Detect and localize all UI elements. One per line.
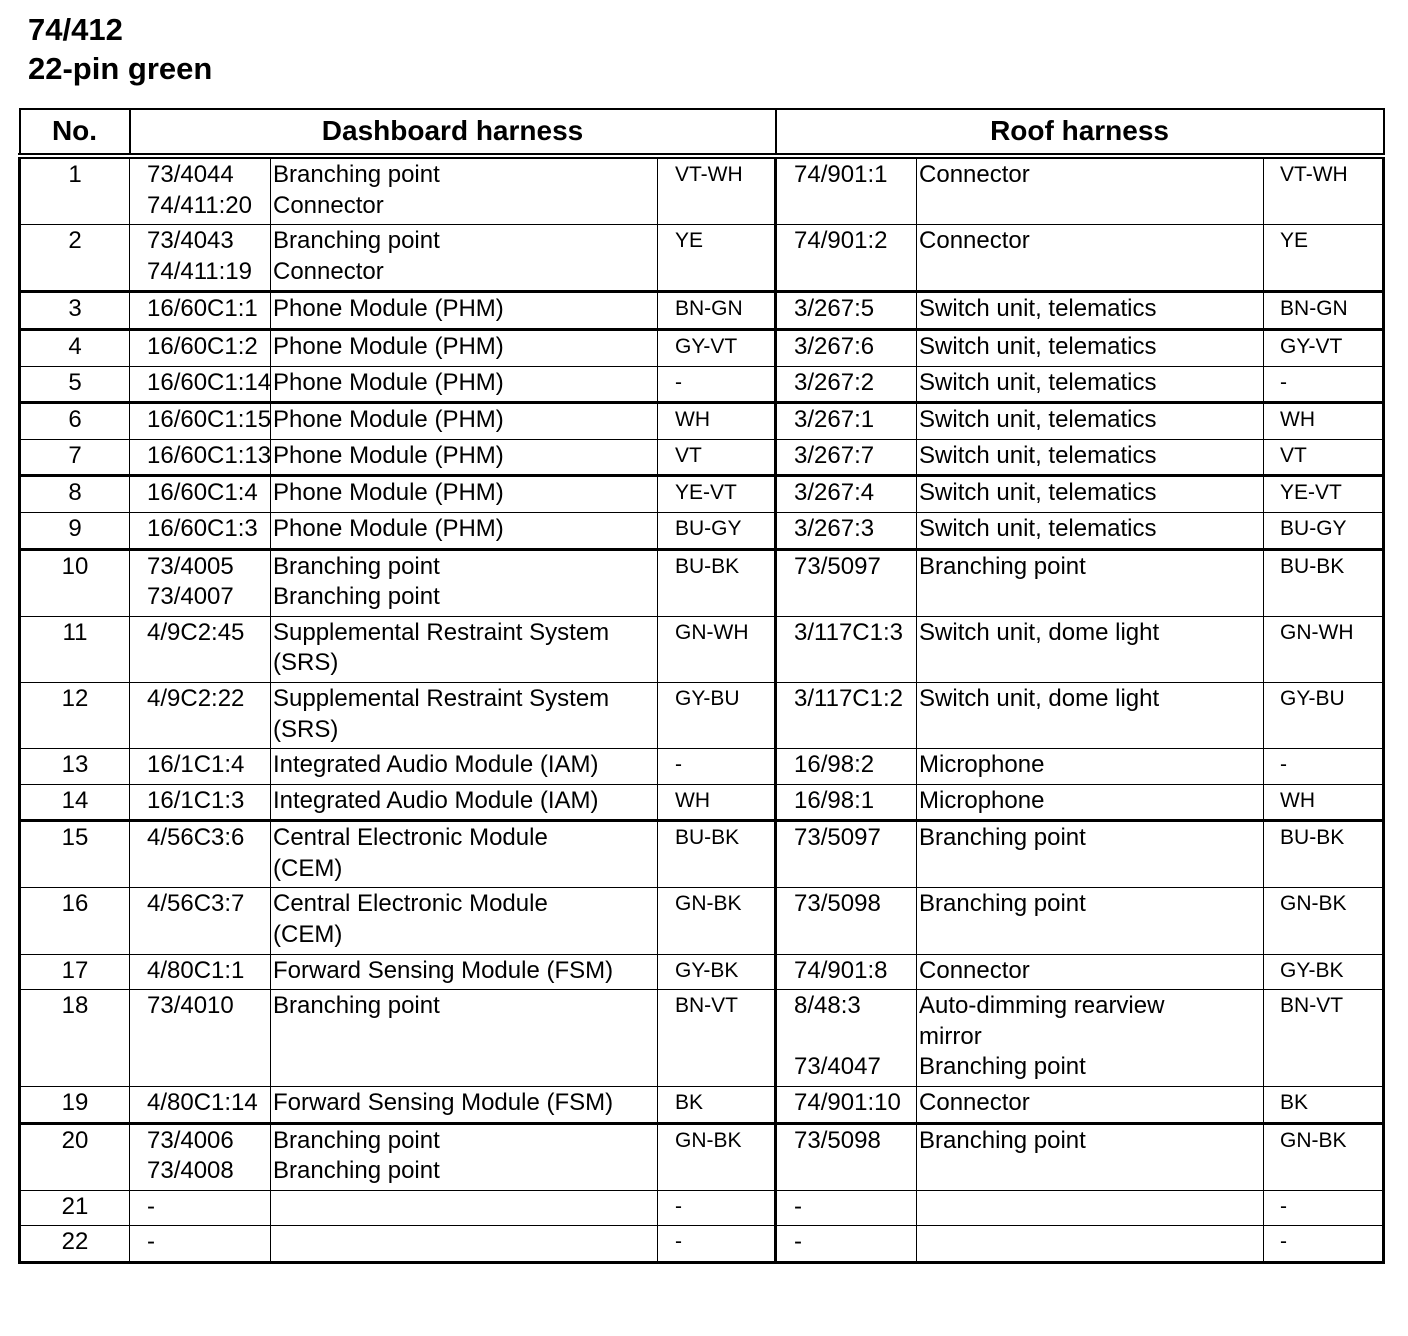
dashboard-reference-line: 4/80C1:1 [147, 956, 245, 984]
roof-reference [776, 616, 917, 682]
table-row [20, 821, 1384, 888]
roof-description-line [919, 1227, 1263, 1258]
dashboard-wire-color: BK [658, 1087, 776, 1124]
roof-reference-line: 3/267:6 [794, 332, 875, 360]
roof-description [917, 549, 1264, 616]
roof-description [917, 1226, 1264, 1263]
table-row [20, 225, 1384, 292]
dashboard-wire-color: GN-BK [658, 1123, 776, 1190]
roof-description [917, 749, 1264, 785]
dashboard-description-line: Branching point [273, 227, 440, 255]
dashboard-reference [130, 1087, 271, 1124]
table-row [20, 1190, 1384, 1226]
roof-wire-color: GN-BK [1264, 1123, 1384, 1190]
dashboard-reference-line: 73/4005 [147, 552, 234, 580]
pin-rows [20, 156, 1384, 1263]
dashboard-reference [130, 682, 271, 748]
dashboard-reference-line: 16/1C1:3 [147, 786, 245, 814]
dashboard-reference [130, 990, 271, 1087]
roof-description [917, 439, 1264, 476]
roof-reference-line: 74/901:8 [794, 956, 888, 984]
roof-description [917, 888, 1264, 954]
dashboard-reference-line: 73/4044 [147, 161, 234, 188]
dashboard-reference-line: 16/60C1:15 [147, 406, 272, 434]
pin-number: 16 [20, 888, 130, 954]
roof-reference-line: 73/4047 [794, 1053, 881, 1081]
table-row [20, 784, 1384, 821]
roof-reference-line: 3/267:5 [794, 295, 875, 323]
roof-wire-color: WH [1264, 784, 1384, 821]
table-row [20, 366, 1384, 403]
pin-number: 9 [20, 512, 130, 549]
dashboard-reference-line: - [147, 1192, 155, 1220]
table-row [20, 1123, 1384, 1190]
dashboard-reference [130, 821, 271, 888]
dashboard-reference-line: 16/60C1:13 [147, 441, 272, 469]
dashboard-reference [130, 512, 271, 549]
dashboard-reference-line: 16/60C1:2 [147, 332, 258, 360]
roof-reference-line: 3/117C1:2 [794, 684, 904, 712]
dashboard-description [271, 292, 658, 330]
roof-description [917, 616, 1264, 682]
roof-description-line: Microphone [919, 751, 1045, 779]
roof-wire-color: YE [1264, 225, 1384, 292]
dashboard-description [271, 512, 658, 549]
table-row [20, 292, 1384, 330]
dashboard-reference [130, 329, 271, 366]
dashboard-description-line: Phone Module (PHM) [273, 295, 504, 323]
dashboard-reference [130, 403, 271, 440]
dashboard-reference [130, 749, 271, 785]
dashboard-description-line [273, 1227, 657, 1258]
dashboard-reference-line: 4/9C2:22 [147, 684, 245, 712]
roof-wire-color: VT-WH [1264, 156, 1384, 225]
dashboard-reference [130, 476, 271, 513]
dashboard-reference [130, 1190, 271, 1226]
pin-number: 13 [20, 749, 130, 785]
dashboard-reference-line: 4/80C1:14 [147, 1089, 258, 1117]
roof-reference [776, 292, 917, 330]
roof-reference [776, 1087, 917, 1124]
pin-number: 1 [20, 156, 130, 225]
roof-reference [776, 888, 917, 954]
roof-description-line: Switch unit, telematics [919, 406, 1157, 434]
dashboard-reference-line: 16/60C1:14 [147, 368, 272, 396]
dashboard-description-line: Phone Module (PHM) [273, 441, 504, 469]
roof-reference-line: 73/5098 [794, 890, 881, 918]
dashboard-description [271, 476, 658, 513]
roof-description-line: Switch unit, telematics [919, 514, 1157, 542]
pin-number: 6 [20, 403, 130, 440]
table-row [20, 329, 1384, 366]
table-row [20, 954, 1384, 990]
dashboard-reference [130, 439, 271, 476]
roof-reference-line: 3/267:3 [794, 514, 875, 542]
roof-description-line: Connector [919, 1089, 1030, 1117]
dashboard-wire-color: YE [658, 225, 776, 292]
roof-description [917, 1123, 1264, 1190]
dashboard-description-line: Branching point [273, 161, 440, 188]
table-row [20, 156, 1384, 225]
roof-reference [776, 990, 917, 1087]
roof-wire-color: GY-BK [1264, 954, 1384, 990]
roof-description-line: Switch unit, telematics [919, 479, 1157, 507]
roof-description [917, 156, 1264, 225]
dashboard-description-line: Branching point [273, 583, 440, 611]
roof-description-line: Switch unit, dome light [919, 618, 1160, 646]
roof-wire-color: BU-BK [1264, 549, 1384, 616]
roof-description [917, 682, 1264, 748]
roof-reference-line: 74/901:1 [794, 161, 888, 188]
pin-number: 5 [20, 366, 130, 403]
dashboard-wire-color: VT [658, 439, 776, 476]
roof-reference-line: 3/267:2 [794, 368, 875, 396]
roof-reference [776, 549, 917, 616]
dashboard-description-line: Connector [273, 191, 384, 219]
dashboard-wire-color: GY-BK [658, 954, 776, 990]
pin-number: 12 [20, 682, 130, 748]
roof-reference [776, 366, 917, 403]
roof-description-line: Connector [919, 227, 1030, 255]
roof-reference [776, 403, 917, 440]
document-title [28, 10, 212, 88]
roof-reference-line: - [794, 1192, 803, 1220]
dashboard-wire-color: - [658, 1190, 776, 1226]
roof-reference [776, 821, 917, 888]
dashboard-wire-color: - [658, 366, 776, 403]
dashboard-reference [130, 784, 271, 821]
roof-wire-color: BN-GN [1264, 292, 1384, 330]
dashboard-wire-color: BN-VT [658, 990, 776, 1087]
dashboard-description-line: Integrated Audio Module (IAM) [273, 751, 599, 779]
roof-reference-line: 73/5097 [794, 824, 881, 852]
pin-number: 19 [20, 1087, 130, 1124]
dashboard-description-line: Central Electronic Module [273, 824, 548, 852]
dashboard-description-line: Phone Module (PHM) [273, 368, 504, 396]
roof-wire-color: - [1264, 366, 1384, 403]
dashboard-reference-line: 73/4008 [147, 1157, 234, 1185]
roof-description [917, 784, 1264, 821]
roof-reference [776, 512, 917, 549]
roof-reference-line: 3/267:1 [794, 406, 875, 434]
dashboard-reference-line: 74/411:20 [147, 191, 252, 219]
column-header-no: No. [20, 109, 130, 156]
dashboard-wire-color: - [658, 1226, 776, 1263]
column-header-roof-harness: Roof harness [776, 109, 1384, 156]
dashboard-wire-color: - [658, 749, 776, 785]
roof-description-line: Connector [919, 956, 1030, 984]
dashboard-reference [130, 225, 271, 292]
table-header-row [20, 109, 1384, 156]
dashboard-description [271, 549, 658, 616]
dashboard-description [271, 784, 658, 821]
roof-reference-line: - [794, 1228, 803, 1256]
roof-reference [776, 1190, 917, 1226]
dashboard-reference-line: 73/4007 [147, 583, 234, 611]
dashboard-description [271, 366, 658, 403]
roof-reference-line: 16/98:2 [794, 751, 875, 779]
roof-description-line: Switch unit, dome light [919, 684, 1160, 712]
dashboard-reference-line: 16/60C1:4 [147, 479, 258, 507]
dashboard-description-line: Supplemental Restraint System [273, 684, 610, 712]
pin-number: 22 [20, 1226, 130, 1263]
roof-wire-color: BU-BK [1264, 821, 1384, 888]
dashboard-description-line: Connector [273, 257, 384, 285]
dashboard-reference-line: 16/1C1:4 [147, 751, 245, 779]
roof-description [917, 1190, 1264, 1226]
dashboard-description [271, 954, 658, 990]
roof-description [917, 1087, 1264, 1124]
roof-description [917, 821, 1264, 888]
table-row [20, 749, 1384, 785]
pin-number: 7 [20, 439, 130, 476]
dashboard-reference [130, 366, 271, 403]
roof-reference-line: 3/267:7 [794, 441, 875, 469]
dashboard-wire-color: GN-WH [658, 616, 776, 682]
dashboard-description-line: Supplemental Restraint System [273, 618, 610, 646]
roof-reference-line: 73/5097 [794, 552, 881, 580]
roof-wire-color: - [1264, 1226, 1384, 1263]
dashboard-description-line: Forward Sensing Module (FSM) [273, 1089, 614, 1117]
dashboard-description-line: Branching point [273, 992, 440, 1020]
dashboard-description-line: (CEM) [273, 854, 343, 882]
dashboard-reference-line: 4/56C3:6 [147, 824, 245, 852]
dashboard-wire-color: GY-BU [658, 682, 776, 748]
dashboard-wire-color: BU-GY [658, 512, 776, 549]
dashboard-wire-color: GN-BK [658, 888, 776, 954]
dashboard-reference-line: 74/411:19 [147, 257, 252, 285]
roof-description [917, 954, 1264, 990]
dashboard-reference-line: 73/4043 [147, 227, 234, 255]
roof-reference-line: 3/267:4 [794, 479, 875, 507]
dashboard-description-line: Phone Module (PHM) [273, 332, 504, 360]
roof-reference [776, 784, 917, 821]
roof-wire-color: BU-GY [1264, 512, 1384, 549]
table-row [20, 512, 1384, 549]
table-row [20, 403, 1384, 440]
dashboard-description-line: (SRS) [273, 649, 339, 677]
roof-description-line: mirror [919, 1022, 982, 1050]
dashboard-description [271, 990, 658, 1087]
roof-reference-line: 3/117C1:3 [794, 618, 904, 646]
pin-number: 20 [20, 1123, 130, 1190]
pin-number: 4 [20, 329, 130, 366]
dashboard-description-line: Central Electronic Module [273, 890, 548, 918]
roof-reference-line: 8/48:3 [794, 992, 861, 1020]
dashboard-description-line: (SRS) [273, 715, 339, 743]
pin-number: 17 [20, 954, 130, 990]
roof-wire-color: VT [1264, 439, 1384, 476]
roof-reference [776, 954, 917, 990]
pin-number: 10 [20, 549, 130, 616]
roof-description-line: Branching point [919, 824, 1086, 852]
roof-wire-color: GN-BK [1264, 888, 1384, 954]
dashboard-description [271, 329, 658, 366]
pin-assignment-table [18, 108, 1385, 1264]
roof-reference [776, 225, 917, 292]
roof-description [917, 512, 1264, 549]
dashboard-wire-color: BU-BK [658, 549, 776, 616]
dashboard-description [271, 156, 658, 225]
roof-description-line: Switch unit, telematics [919, 332, 1157, 360]
dashboard-description [271, 225, 658, 292]
dashboard-description-line: Phone Module (PHM) [273, 479, 504, 507]
roof-description [917, 292, 1264, 330]
roof-description-line: Switch unit, telematics [919, 441, 1157, 469]
dashboard-reference-line: 16/60C1:1 [147, 295, 258, 323]
roof-description [917, 366, 1264, 403]
dashboard-description [271, 682, 658, 748]
dashboard-reference [130, 156, 271, 225]
table-row [20, 1087, 1384, 1124]
dashboard-description-line: (CEM) [273, 921, 343, 949]
roof-wire-color: WH [1264, 403, 1384, 440]
dashboard-wire-color: BU-BK [658, 821, 776, 888]
dashboard-description [271, 888, 658, 954]
roof-wire-color: YE-VT [1264, 476, 1384, 513]
roof-description [917, 225, 1264, 292]
dashboard-description-line: Integrated Audio Module (IAM) [273, 786, 599, 814]
dashboard-description-line: Branching point [273, 1157, 440, 1185]
roof-reference [776, 156, 917, 225]
roof-description-line: Branching point [919, 1053, 1086, 1081]
roof-reference [776, 682, 917, 748]
dashboard-description [271, 403, 658, 440]
roof-description [917, 403, 1264, 440]
dashboard-wire-color: VT-WH [658, 156, 776, 225]
dashboard-description [271, 439, 658, 476]
roof-reference [776, 1123, 917, 1190]
dashboard-reference [130, 954, 271, 990]
table-row [20, 549, 1384, 616]
connector-description: 22-pin green [28, 51, 213, 86]
roof-description-line: Branching point [919, 1126, 1086, 1154]
connector-id: 74/412 [28, 12, 123, 47]
roof-description-line: Microphone [919, 786, 1045, 814]
column-header-dashboard-harness: Dashboard harness [130, 109, 776, 156]
roof-description-line: Switch unit, telematics [919, 295, 1157, 323]
roof-wire-color: - [1264, 749, 1384, 785]
dashboard-reference-line: 73/4006 [147, 1126, 234, 1154]
pin-number: 15 [20, 821, 130, 888]
table-row [20, 616, 1384, 682]
dashboard-reference [130, 616, 271, 682]
dashboard-wire-color: BN-GN [658, 292, 776, 330]
dashboard-reference-line: 73/4010 [147, 992, 234, 1020]
dashboard-description [271, 1226, 658, 1263]
pin-number: 14 [20, 784, 130, 821]
pin-number: 21 [20, 1190, 130, 1226]
roof-wire-color: BK [1264, 1087, 1384, 1124]
dashboard-description [271, 821, 658, 888]
roof-reference-line: 74/901:2 [794, 227, 888, 255]
roof-description-line: Connector [919, 161, 1030, 188]
roof-description [917, 990, 1264, 1087]
roof-reference [776, 439, 917, 476]
table-row [20, 439, 1384, 476]
dashboard-reference [130, 1226, 271, 1263]
dashboard-wire-color: WH [658, 784, 776, 821]
dashboard-reference [130, 292, 271, 330]
roof-reference [776, 329, 917, 366]
dashboard-description [271, 749, 658, 785]
roof-reference [776, 476, 917, 513]
dashboard-reference [130, 1123, 271, 1190]
pin-number: 8 [20, 476, 130, 513]
dashboard-reference [130, 549, 271, 616]
roof-reference-line: 73/5098 [794, 1126, 881, 1154]
dashboard-description-line: Branching point [273, 1126, 440, 1154]
dashboard-wire-color: YE-VT [658, 476, 776, 513]
dashboard-description-line: Forward Sensing Module (FSM) [273, 956, 614, 984]
dashboard-reference-line: 4/9C2:45 [147, 618, 245, 646]
pin-number: 2 [20, 225, 130, 292]
dashboard-reference [130, 888, 271, 954]
pin-number: 3 [20, 292, 130, 330]
roof-wire-color: GY-VT [1264, 329, 1384, 366]
dashboard-description-line [273, 1192, 657, 1223]
pin-number: 11 [20, 616, 130, 682]
dashboard-description [271, 1190, 658, 1226]
table-row [20, 888, 1384, 954]
roof-description-line: Switch unit, telematics [919, 368, 1157, 396]
dashboard-wire-color: GY-VT [658, 329, 776, 366]
pin-number: 18 [20, 990, 130, 1087]
table-row [20, 990, 1384, 1087]
dashboard-description [271, 1087, 658, 1124]
dashboard-description-line: Branching point [273, 552, 440, 580]
roof-wire-color: BN-VT [1264, 990, 1384, 1087]
roof-wire-color: GY-BU [1264, 682, 1384, 748]
roof-reference-line: 74/901:10 [794, 1089, 901, 1117]
roof-description-line: Auto-dimming rearview [919, 992, 1165, 1020]
roof-wire-color: GN-WH [1264, 616, 1384, 682]
roof-description-line: Branching point [919, 890, 1086, 918]
roof-reference-line [794, 1022, 916, 1053]
table-row [20, 682, 1384, 748]
dashboard-wire-color: WH [658, 403, 776, 440]
dashboard-reference-line: - [147, 1228, 155, 1256]
roof-reference [776, 1226, 917, 1263]
table-row [20, 1226, 1384, 1263]
dashboard-description-line: Phone Module (PHM) [273, 514, 504, 542]
roof-description [917, 476, 1264, 513]
dashboard-description [271, 616, 658, 682]
roof-description-line [919, 1192, 1263, 1223]
roof-reference-line: 16/98:1 [794, 786, 875, 814]
dashboard-reference-line: 16/60C1:3 [147, 514, 258, 542]
roof-reference [776, 749, 917, 785]
roof-description-line: Branching point [919, 552, 1086, 580]
dashboard-description [271, 1123, 658, 1190]
roof-wire-color: - [1264, 1190, 1384, 1226]
dashboard-description-line: Phone Module (PHM) [273, 406, 504, 434]
dashboard-reference-line: 4/56C3:7 [147, 890, 245, 918]
roof-description [917, 329, 1264, 366]
table-row [20, 476, 1384, 513]
